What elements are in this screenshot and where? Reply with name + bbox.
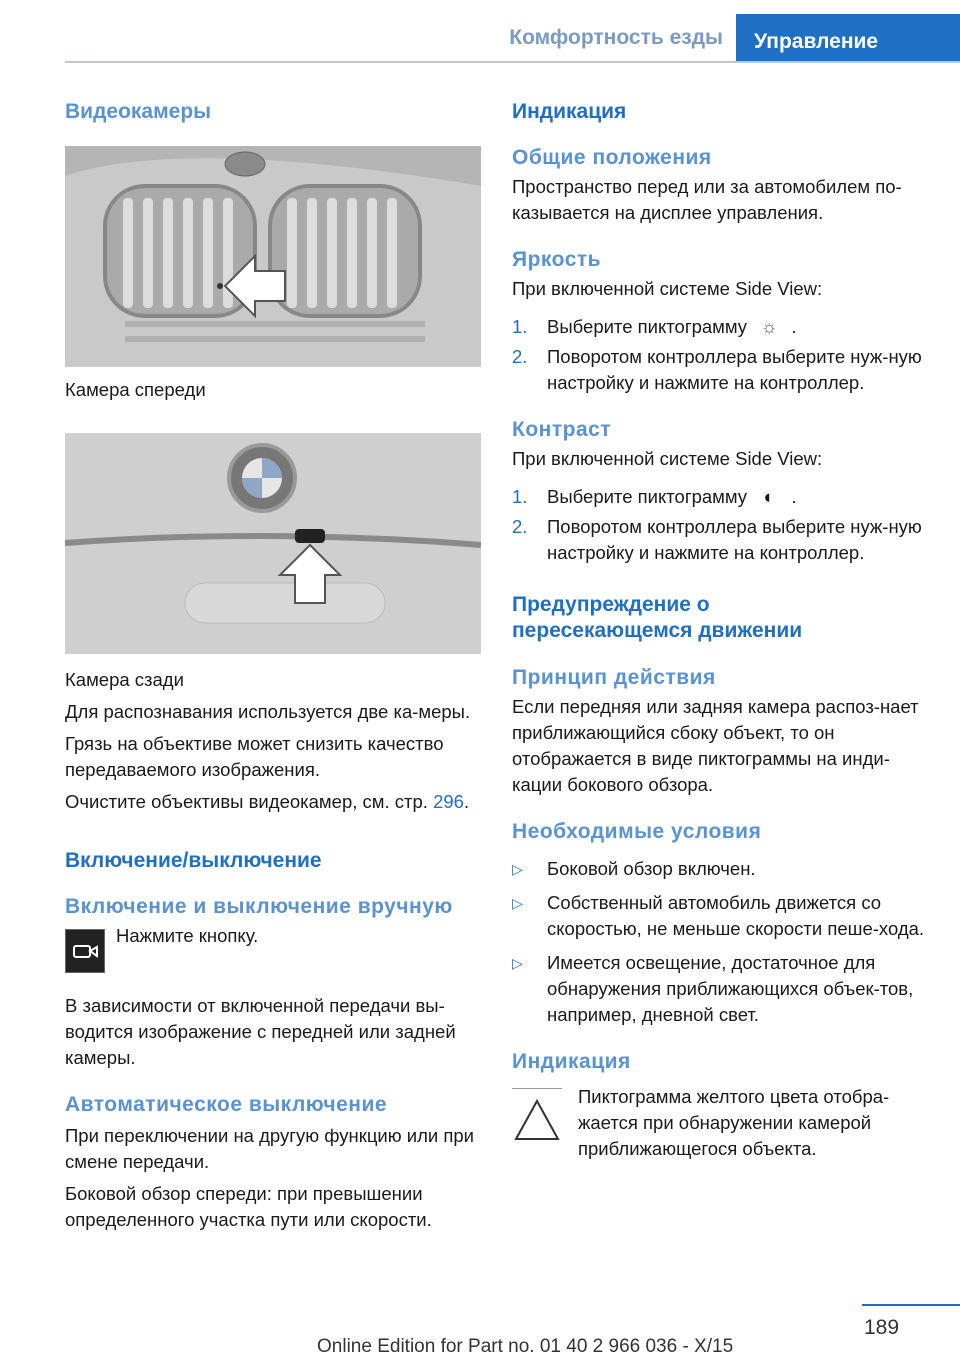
- indication-title: Индикация: [512, 100, 627, 123]
- condition-text: Имеется освещение, достаточное для обнаружения приближающихся объек-тов, например, дневной свет.: [547, 952, 914, 1025]
- rear-camera-caption: Камера сзади: [65, 669, 184, 690]
- conditions-title: Необходимые условия: [512, 820, 762, 843]
- list-item: [512, 314, 932, 340]
- step-text: Выберите пиктограмму: [547, 486, 748, 507]
- list-item: [512, 344, 932, 396]
- manual-title: Включение и выключение вручную: [65, 895, 453, 918]
- auto-off-title: Автоматическое выключение: [65, 1093, 388, 1116]
- press-button-row: [65, 925, 481, 977]
- contrast-intro: При включенной системе Side View:: [512, 448, 823, 469]
- general-text: Пространство перед или за автомобилем по-казывается на дисплее управления.: [512, 176, 902, 223]
- cameras-title: Видеокамеры: [65, 100, 212, 123]
- warning-triangle-icon: [512, 1088, 562, 1149]
- conditions-list: [512, 856, 932, 1028]
- page-number: 189: [864, 1316, 900, 1339]
- front-camera-photo: [65, 146, 481, 367]
- header-divider: [65, 61, 960, 63]
- rear-camera-illustration: [65, 433, 481, 654]
- gear-dependent-text: В зависимости от включенной передачи вы-водится изображение с передней или задней камеры.: [65, 995, 456, 1068]
- brightness-steps: [512, 314, 932, 396]
- triangle-bullet-icon: ▷: [512, 861, 523, 877]
- camera-button-icon: [65, 929, 105, 973]
- step-number: 2.: [512, 516, 528, 537]
- left-column: [65, 100, 481, 1233]
- contrast-title: Контраст: [512, 418, 612, 441]
- brightness-title: Яркость: [512, 248, 602, 271]
- step-suffix: .: [791, 316, 797, 337]
- footer-divider: [862, 1304, 960, 1306]
- contrast-steps: [512, 484, 932, 566]
- clean-lens-sentence: Очистите объективы видеокамер, см. стр.: [65, 791, 428, 812]
- general-title: Общие положения: [512, 146, 712, 169]
- auto-off-text-2: Боковой обзор спереди: при превышении определенного участка пути или скорости.: [65, 1183, 432, 1230]
- rear-camera-photo: [65, 433, 481, 654]
- right-column: [512, 100, 932, 1174]
- step-text: Поворотом контроллера выберите нуж-ную настройку и нажмите на контроллер.: [547, 346, 922, 393]
- contrast-icon: ◐: [763, 486, 775, 507]
- cross-traffic-title: Предупреждение о пересекающемся движении: [512, 593, 803, 642]
- step-number: 1.: [512, 486, 528, 507]
- brightness-intro: При включенной системе Side View:: [512, 278, 823, 299]
- indication-text: Пиктограмма желтого цвета отобра-жается при обнаружении камерой приближающегося объекта.: [578, 1086, 890, 1159]
- clean-lens-text: Очистите объективы видеокамер, см. стр. 296.: [65, 791, 470, 812]
- header-section: Комфортность езды: [509, 26, 723, 49]
- auto-off-text-1: При переключении на другую функцию или при смене передачи.: [65, 1125, 475, 1172]
- list-item: [512, 514, 932, 566]
- on-off-title: Включение/выключение: [65, 849, 322, 872]
- condition-text: Боковой обзор включен.: [547, 858, 756, 879]
- triangle-bullet-icon: ▷: [512, 895, 523, 911]
- two-cameras-text: Для распознавания используется две ка-меры.: [65, 701, 471, 722]
- list-item: [512, 950, 932, 1028]
- step-suffix: .: [791, 486, 797, 507]
- list-item: [512, 484, 932, 510]
- header-chapter-tab[interactable]: Управление: [736, 14, 960, 62]
- list-item: [512, 856, 932, 882]
- page-link[interactable]: 296: [433, 791, 464, 812]
- list-item: [512, 890, 932, 942]
- step-number: 1.: [512, 316, 528, 337]
- indication-subtitle: Индикация: [512, 1050, 631, 1073]
- front-camera-caption: Камера спереди: [65, 379, 206, 400]
- triangle-bullet-icon: ▷: [512, 955, 523, 971]
- principle-title: Принцип действия: [512, 666, 716, 689]
- step-text: Поворотом контроллера выберите нуж-ную настройку и нажмите на контроллер.: [547, 516, 922, 563]
- brightness-icon: ☼: [760, 316, 778, 337]
- indication-row: [512, 1084, 932, 1174]
- edition-footer: Online Edition for Part no. 01 40 2 966 036 - X/15: [317, 1336, 734, 1357]
- dirt-warning-text: Грязь на объективе может снизить качество передаваемого изображения.: [65, 733, 444, 780]
- step-number: 2.: [512, 346, 528, 367]
- press-button-text: Нажмите кнопку.: [116, 925, 259, 946]
- front-camera-illustration: [65, 146, 481, 367]
- principle-text: Если передняя или задняя камера распоз-нает приближающийся сбоку объект, то он отображается в виде пиктограммы на инди-кации бокового обзора.: [512, 696, 919, 795]
- step-text: Выберите пиктограмму: [547, 316, 748, 337]
- condition-text: Собственный автомобиль движется со скоростью, не меньше скорости пеше-хода.: [547, 892, 925, 939]
